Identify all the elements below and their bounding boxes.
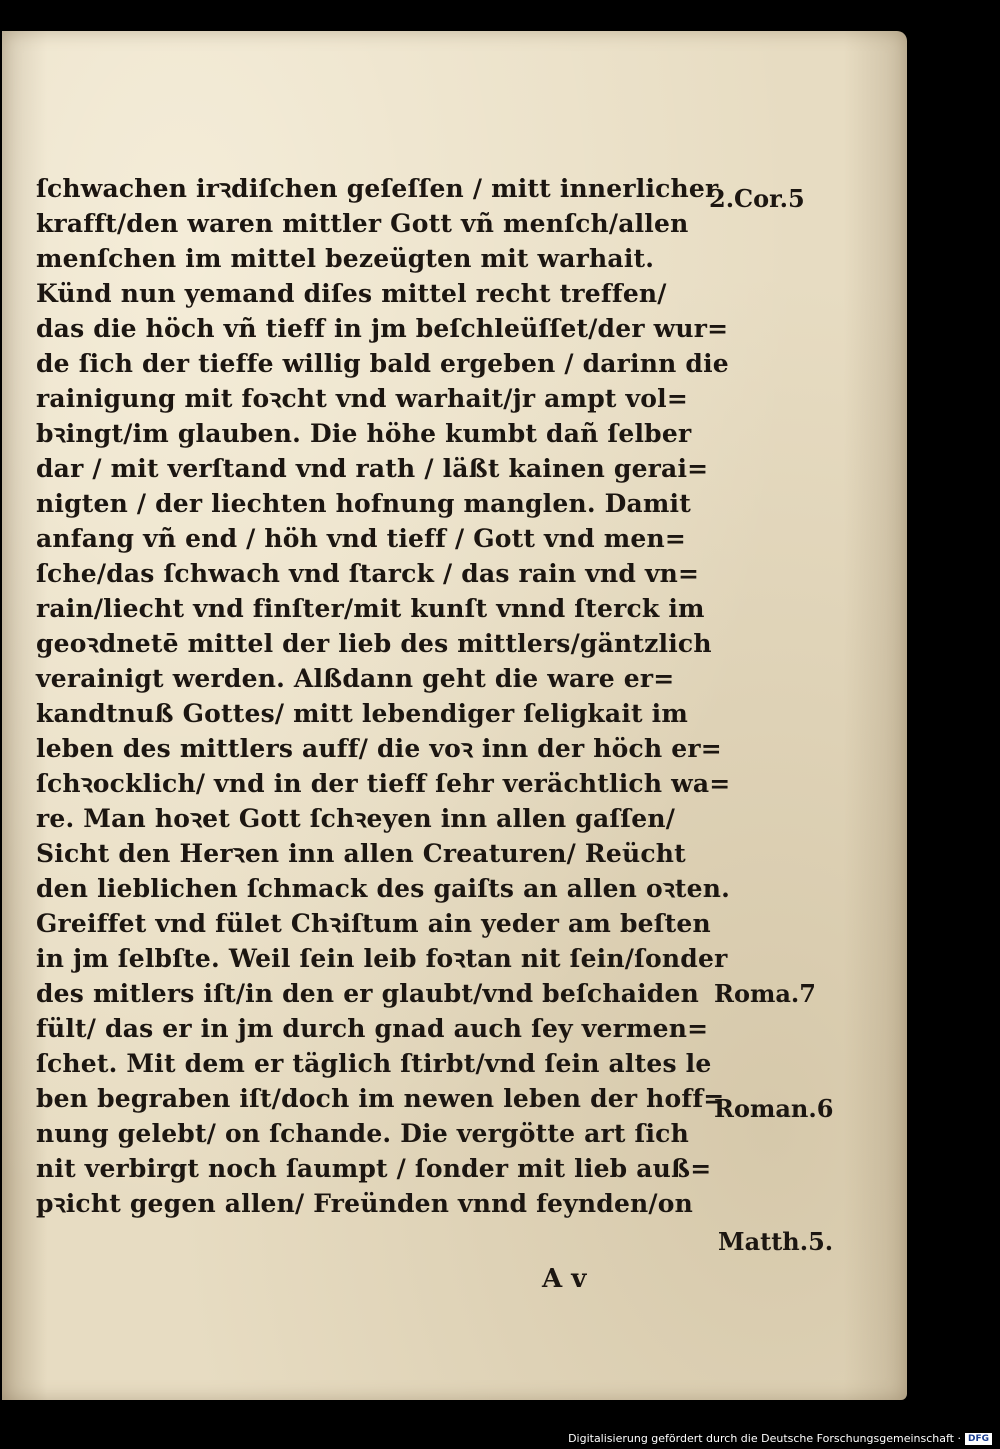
text-line: kandtnuß Gottes/ mitt lebendiger ſeligkait im — [36, 699, 689, 728]
signature-mark: A v — [542, 1264, 587, 1294]
text-line: des mitlers iſt/in den er glaubt/vnd beſchaiden — [36, 979, 699, 1008]
digitization-credit — [568, 1432, 992, 1445]
text-line: menſchen im mittel bezeügten mit warhait. — [36, 244, 655, 273]
text-line: rainigung mit foꝛcht vnd warhait/jr ampt vol= — [36, 384, 688, 413]
text-line: nigten / der liechten hofnung manglen. Damit — [36, 489, 692, 518]
text-line: ſchwachen irꝛdiſchen geſeſſen / mitt innerlicher — [36, 174, 719, 203]
margin-note-matth: Matth.5. — [718, 1227, 834, 1256]
text-line: re. Man hoꝛet Gott ſchꝛeyen inn allen gaſſen/ — [36, 804, 676, 833]
margin-note-cor: 2.Cor.5 — [709, 184, 805, 213]
text-line: de ſich der tieffe willig bald ergeben / darinn die — [36, 349, 729, 378]
text-line: pꝛicht gegen allen/ Freünden vnnd feynden/on — [36, 1189, 694, 1218]
text-line: dar / mit verſtand vnd rath / läßt kainen gerai= — [36, 454, 709, 483]
text-line: den lieblichen ſchmack des gaiſts an allen oꝛten. — [36, 874, 731, 903]
book-page — [2, 31, 907, 1400]
text-line: nit verbirgt noch ſaumpt / ſonder mit lieb auß= — [36, 1154, 712, 1183]
text-line: anfang vñ end / höh vnd tieff / Gott vnd men= — [36, 524, 687, 553]
text-line: geoꝛdnetē mittel der lieb des mittlers/gäntzlich — [36, 629, 712, 658]
text-line: nung gelebt/ on ſchande. Die vergötte art ſich — [36, 1119, 689, 1148]
main-text-block — [36, 171, 731, 1221]
text-line: ſchꝛocklich/ vnd in der tieff ſehr verächtlich wa= — [36, 769, 731, 798]
text-line: ben begraben iſt/doch im newen leben der hoff= — [36, 1084, 725, 1113]
text-line: ſchet. Mit dem er täglich ſtirbt/vnd ſein altes le — [36, 1049, 712, 1078]
text-line: rain/liecht vnd finſter/mit kunſt vnnd ſterck im — [36, 594, 705, 623]
margin-note-roman: Roman.6 — [714, 1094, 834, 1123]
credit-text: Digitalisierung gefördert durch die Deutsche Forschungsgemeinschaft · — [568, 1432, 961, 1445]
text-line: fült/ das er in jm durch gnad auch ſey vermen= — [36, 1014, 709, 1043]
text-line: Greiffet vnd fület Chꝛiſtum ain yeder am beſten — [36, 909, 711, 938]
text-line: in jm ſelbſte. Weil ſein leib foꝛtan nit ſein/ſonder — [36, 944, 728, 973]
text-line: Sicht den Herꝛen inn allen Creaturen/ Reücht — [36, 839, 686, 868]
text-line: das die höch vñ tieff in jm beſchleüſſet/der wur= — [36, 314, 729, 343]
dfg-logo: DFG — [965, 1433, 992, 1445]
text-line: bꝛingt/im glauben. Die höhe kumbt dañ ſelber — [36, 419, 692, 448]
text-line: krafft/den waren mittler Gott vñ menſch/allen — [36, 209, 689, 238]
text-line: Künd nun yemand diſes mittel recht treffen/ — [36, 279, 667, 308]
margin-note-roma: Roma.7 — [714, 979, 816, 1008]
text-line: ſche/das ſchwach vnd ſtarck / das rain vnd vn= — [36, 559, 700, 588]
text-line: leben des mittlers auff/ die voꝛ inn der höch er= — [36, 734, 722, 763]
text-line: verainigt werden. Alßdann geht die ware er= — [36, 664, 675, 693]
